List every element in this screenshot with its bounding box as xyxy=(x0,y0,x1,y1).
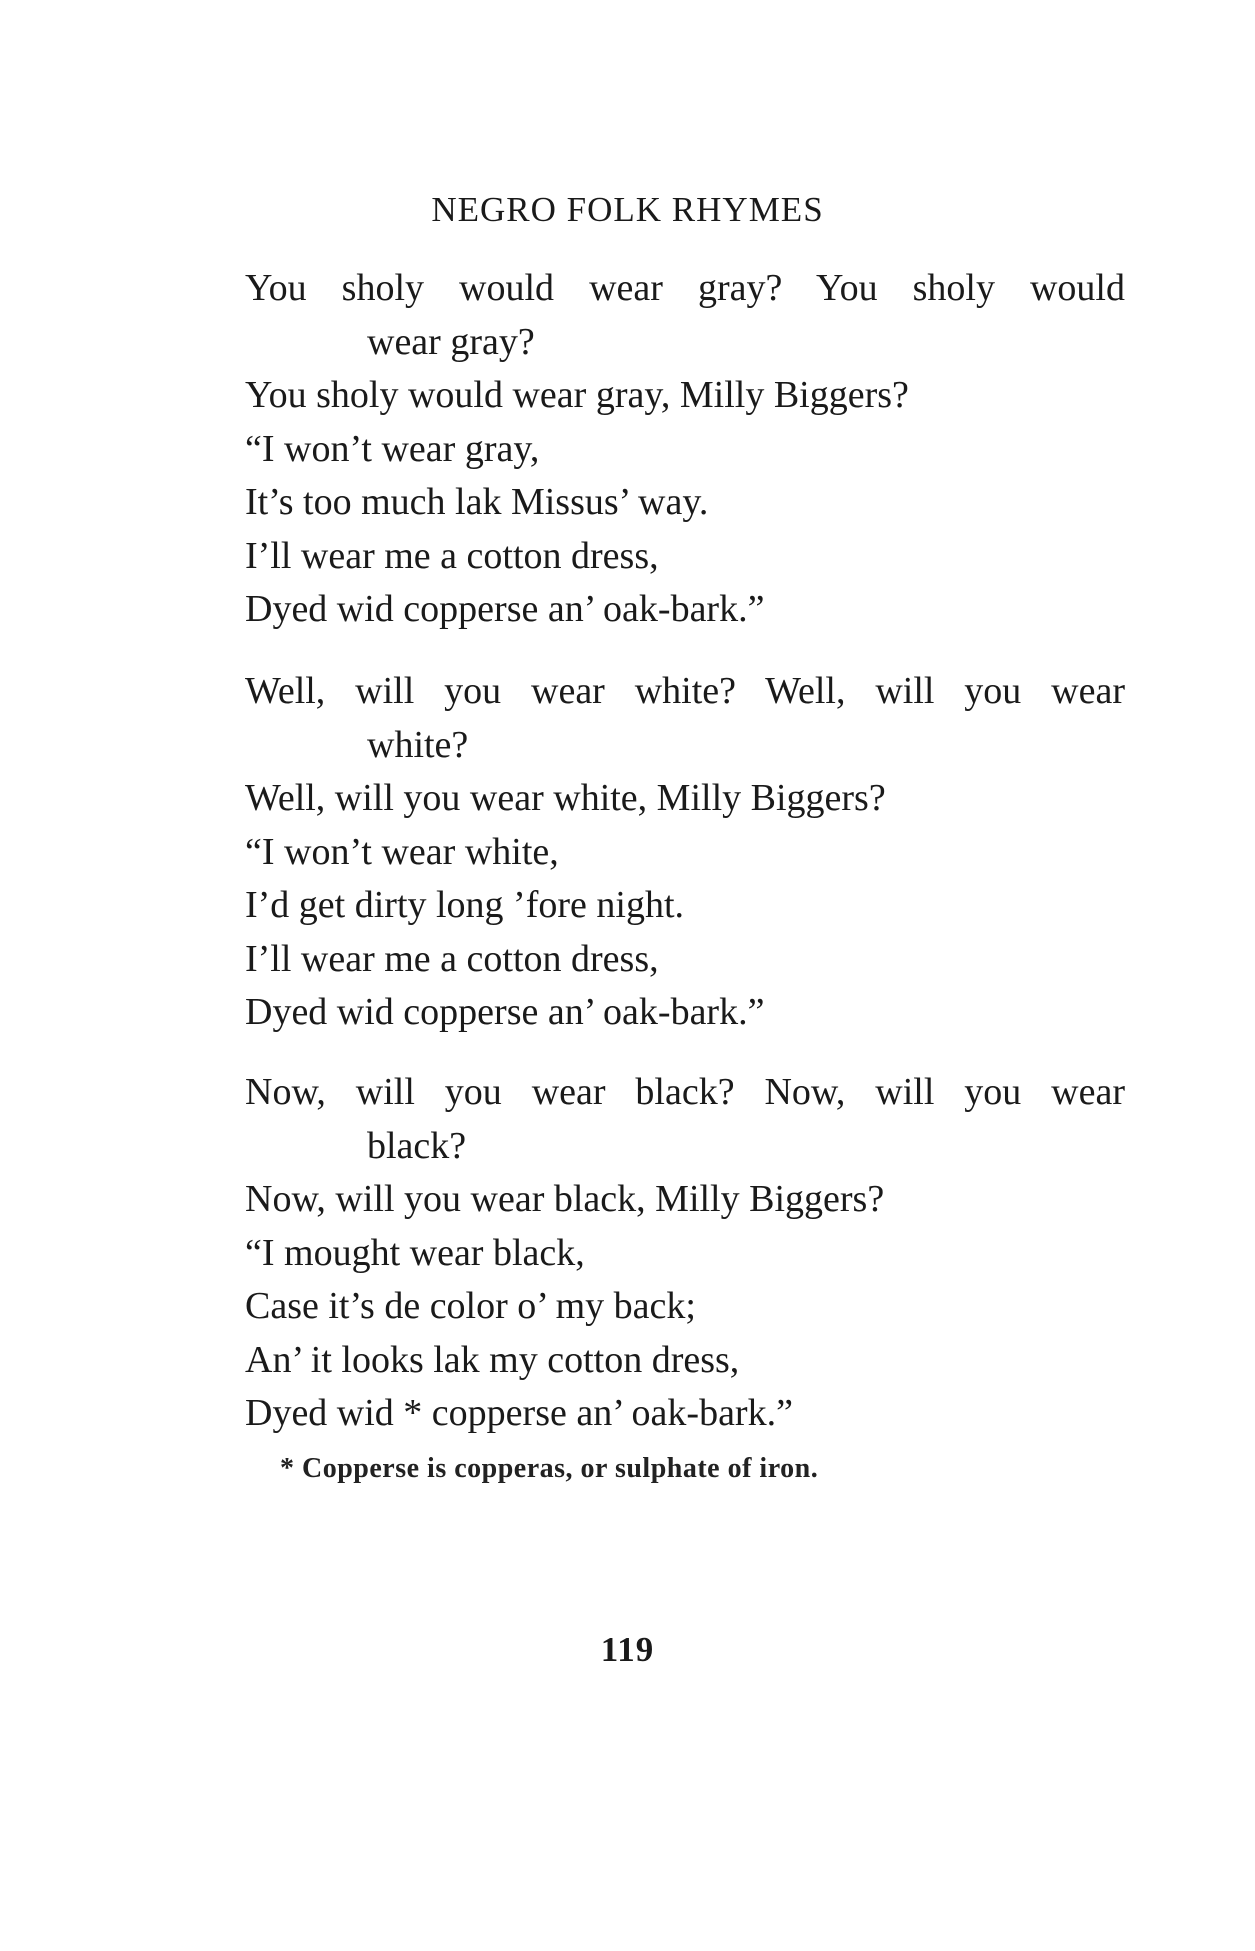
verse-line: I’ll wear me a cotton dress, xyxy=(245,534,659,577)
verse-line: You sholy would wear gray? You sholy would xyxy=(245,267,1125,309)
verse-line-continuation: white? xyxy=(367,723,469,766)
verse-line-continuation: wear gray? xyxy=(367,320,535,363)
stanza-2 xyxy=(245,665,1125,1040)
footnote: * Copperse is copperas, or sulphate of iron. xyxy=(280,1453,819,1484)
verse-line: “I won’t wear white, xyxy=(245,830,559,873)
verse-line: Now, will you wear black? Now, will you wear xyxy=(245,1071,1125,1113)
verse-line: Now, will you wear black, Milly Biggers? xyxy=(245,1178,885,1220)
verse-line: Case it’s de color o’ my back; xyxy=(245,1285,696,1327)
stanza-1 xyxy=(245,262,1125,637)
verse-line: Dyed wid * copperse an’ oak-bark.” xyxy=(245,1392,793,1434)
verse-line: Well, will you wear white, Milly Biggers? xyxy=(245,777,886,819)
verse-line: “I mought wear black, xyxy=(245,1231,585,1274)
verse-line: “I won’t wear gray, xyxy=(245,427,540,470)
verse-line: It’s too much lak Missus’ way. xyxy=(245,481,709,523)
verse-line: I’ll wear me a cotton dress, xyxy=(245,937,659,980)
verse-line: An’ it looks lak my cotton dress, xyxy=(245,1338,740,1381)
stanza-3 xyxy=(245,1066,1125,1441)
page-number: 119 xyxy=(600,1630,655,1669)
verse-line: Dyed wid copperse an’ oak-bark.” xyxy=(245,991,765,1033)
verse-line: Well, will you wear white? Well, will you wear xyxy=(245,670,1125,712)
verse-line: I’d get dirty long ’fore night. xyxy=(245,884,685,926)
running-head: NEGRO FOLK RHYMES xyxy=(431,190,824,229)
verse-line: Dyed wid copperse an’ oak-bark.” xyxy=(245,588,765,630)
verse-line-continuation: black? xyxy=(367,1124,467,1167)
verse-line: You sholy would wear gray, Milly Biggers? xyxy=(245,374,909,416)
